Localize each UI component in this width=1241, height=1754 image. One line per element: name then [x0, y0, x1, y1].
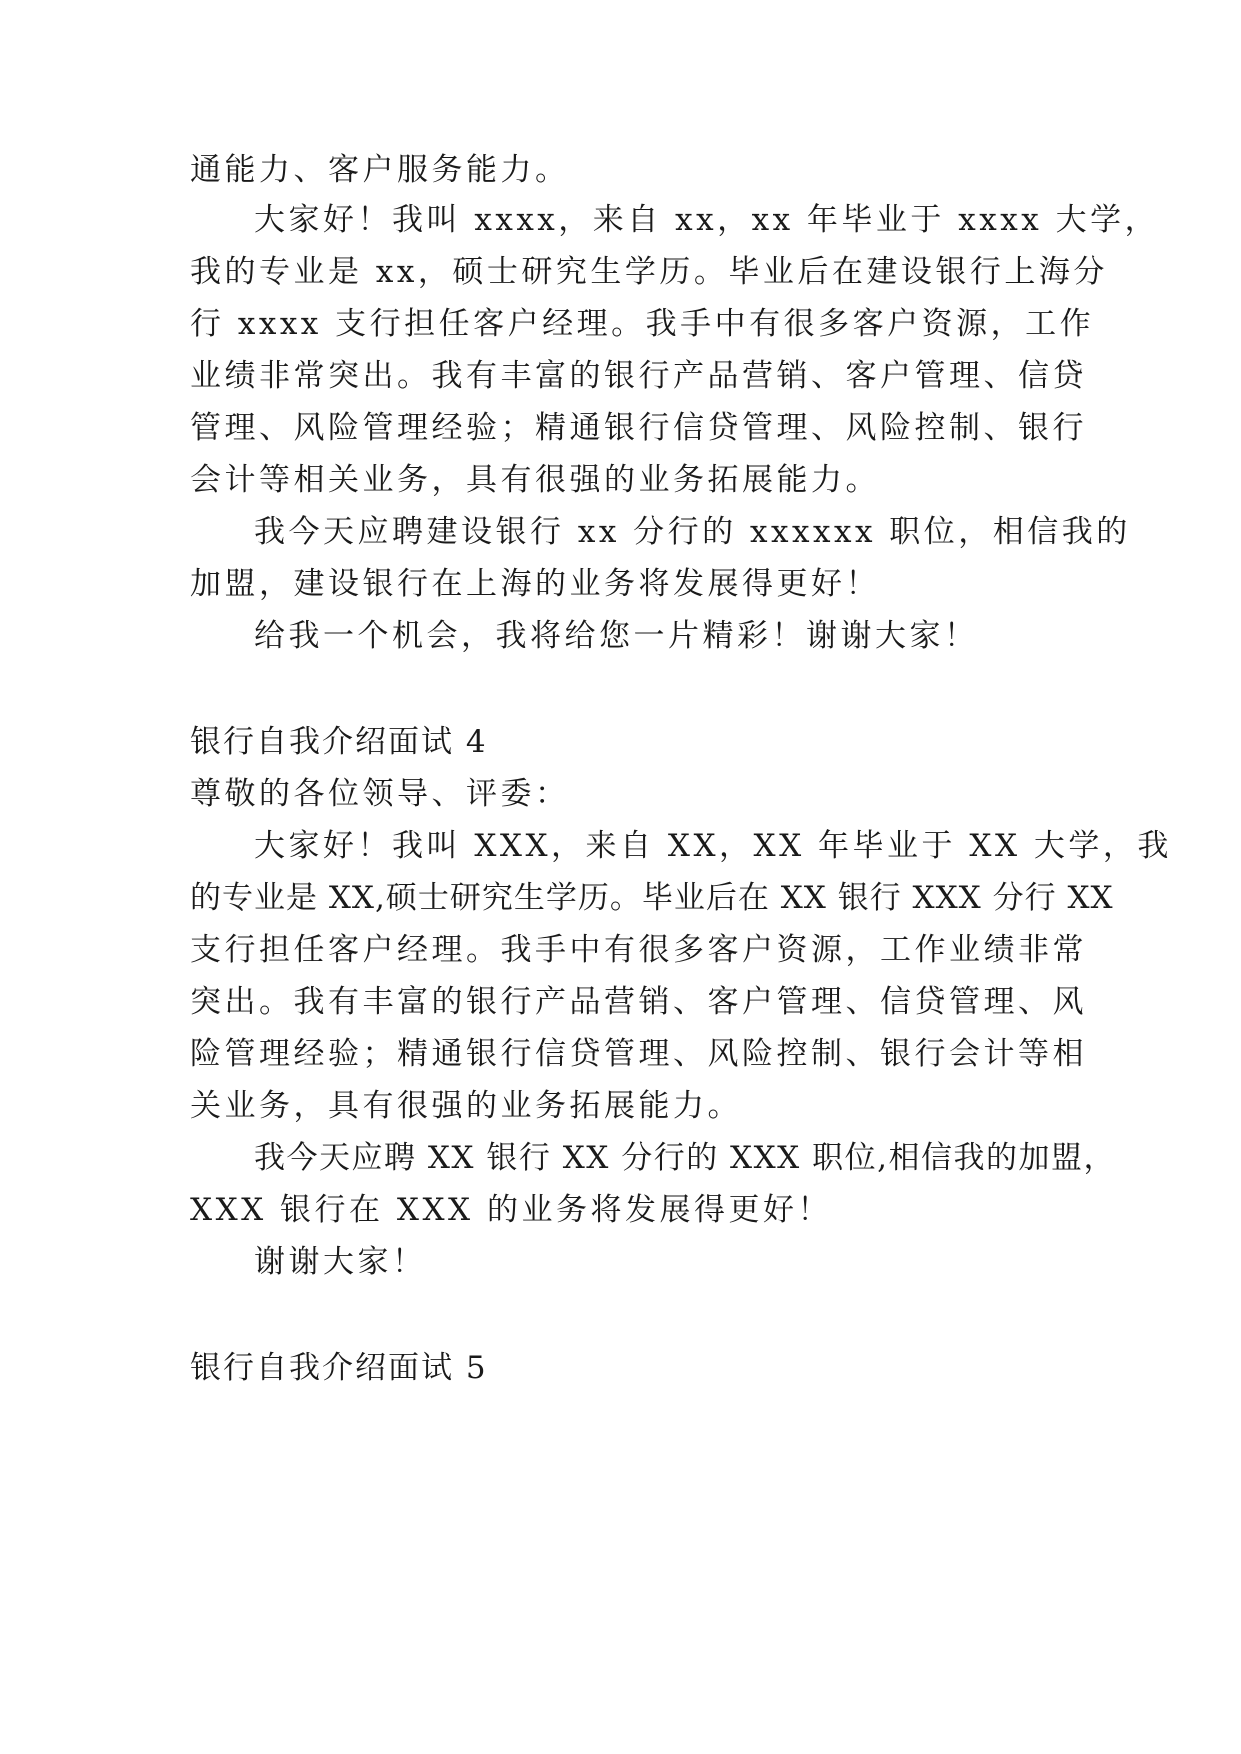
paragraph-4-intro-line-2: 的专业是 XX,硕士研究生学历。毕业后在 XX 银行 XXX 分行 XX [190, 880, 1114, 916]
paragraph-apply-line-2: 加盟，建设银行在上海的业务将发展得更好！ [190, 566, 880, 602]
paragraph-intro-line-2: 我的专业是 xx，硕士研究生学历。毕业后在建设银行上海分 [190, 254, 1108, 290]
paragraph-4-apply-line-2: XXX 银行在 XXX 的业务将发展得更好！ [190, 1192, 832, 1228]
paragraph-4-intro-line-4: 突出。我有丰富的银行产品营销、客户管理、信贷管理、风 [190, 984, 1087, 1020]
paragraph-intro-line-1: 大家好！我叫 xxxx，来自 xx，xx 年毕业于 xxxx 大学， [254, 202, 1160, 238]
paragraph-4-apply-line-1: 我今天应聘 XX 银行 XX 分行的 XXX 职位,相信我的加盟， [254, 1140, 1116, 1176]
paragraph-intro-line-5: 管理、风险管理经验；精通银行信贷管理、风险控制、银行 [190, 410, 1087, 446]
paragraph-apply-line-1: 我今天应聘建设银行 xx 分行的 xxxxxx 职位，相信我的 [254, 514, 1131, 550]
paragraph-intro-line-3: 行 xxxx 支行担任客户经理。我手中有很多客户资源，工作 [190, 306, 1095, 342]
paragraph-intro-line-6: 会计等相关业务，具有很强的业务拓展能力。 [190, 462, 880, 498]
section-heading-5: 银行自我介绍面试 5 [190, 1350, 488, 1386]
paragraph-4-intro-line-5: 险管理经验；精通银行信贷管理、风险控制、银行会计等相 [190, 1036, 1087, 1072]
paragraph-intro-line-4: 业绩非常突出。我有丰富的银行产品营销、客户管理、信贷 [190, 358, 1087, 394]
paragraph-closing-line: 给我一个机会，我将给您一片精彩！谢谢大家！ [254, 618, 979, 654]
salutation-line: 尊敬的各位领导、评委： [190, 776, 570, 812]
text-line-continuation: 通能力、客户服务能力。 [190, 152, 570, 188]
paragraph-4-intro-line-6: 关业务，具有很强的业务拓展能力。 [190, 1088, 742, 1124]
section-heading-4: 银行自我介绍面试 4 [190, 724, 488, 760]
paragraph-4-thanks-line: 谢谢大家！ [254, 1244, 427, 1280]
paragraph-4-intro-line-1: 大家好！我叫 XXX，来自 XX，XX 年毕业于 XX 大学，我 [254, 828, 1172, 864]
paragraph-4-intro-line-3: 支行担任客户经理。我手中有很多客户资源，工作业绩非常 [190, 932, 1087, 968]
